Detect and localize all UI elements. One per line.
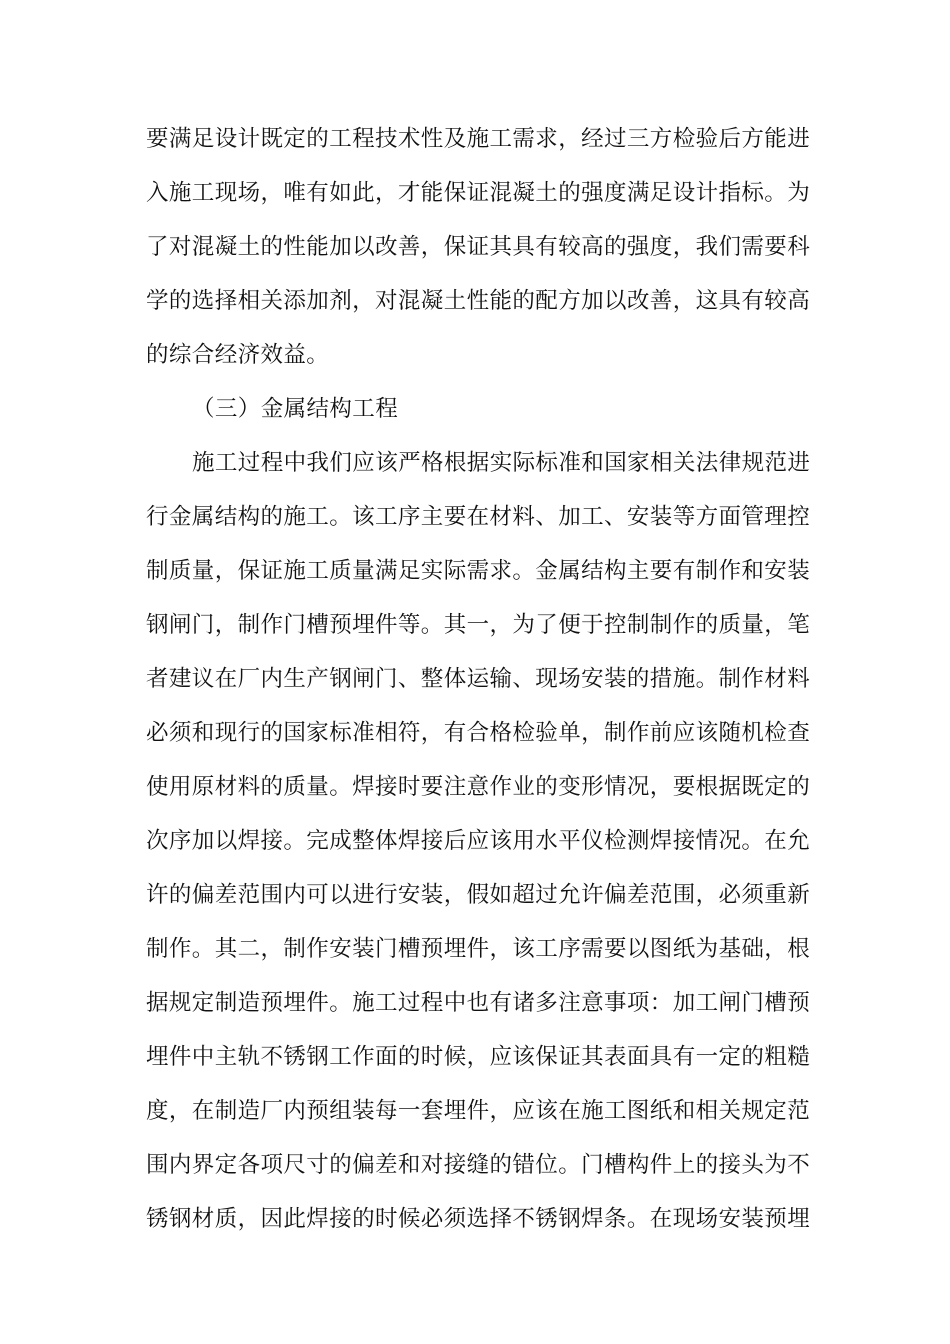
text-line: 制质量，保证施工质量满足实际需求。金属结构主要有制作和安装 [146,558,811,584]
text-line: 施工过程中我们应该严格根据实际标准和国家相关法律规范进 [192,450,811,476]
text-line: 锈钢材质，因此焊接的时候必须选择不锈钢焊条。在现场安装预埋 [146,1206,811,1232]
text-line: 使用原材料的质量。焊接时要注意作业的变形情况，要根据既定的 [146,774,811,800]
text-line: 许的偏差范围内可以进行安装，假如超过允许偏差范围，必须重新 [146,882,811,908]
text-line: 要满足设计既定的工程技术性及施工需求，经过三方检验后方能进 [146,126,811,152]
text-line: 埋件中主轨不锈钢工作面的时候，应该保证其表面具有一定的粗糙 [146,1044,811,1070]
text-line: 钢闸门，制作门槽预埋件等。其一，为了便于控制制作的质量，笔 [146,612,811,638]
text-line: 了对混凝土的性能加以改善，保证其具有较高的强度，我们需要科 [146,234,811,260]
text-line: 次序加以焊接。完成整体焊接后应该用水平仪检测焊接情况。在允 [146,828,811,854]
text-line: 据规定制造预埋件。施工过程中也有诸多注意事项：加工闸门槽预 [146,990,811,1016]
section-heading: （三）金属结构工程 [192,396,399,422]
text-line: 度，在制造厂内预组装每一套埋件，应该在施工图纸和相关规定范 [146,1098,811,1124]
text-line: 入施工现场，唯有如此，才能保证混凝土的强度满足设计指标。为 [146,180,811,206]
text-line: 必须和现行的国家标准相符，有合格检验单，制作前应该随机检查 [146,720,811,746]
text-line: 者建议在厂内生产钢闸门、整体运输、现场安装的措施。制作材料 [146,666,811,692]
text-line: 的综合经济效益。 [146,342,330,368]
text-line: 围内界定各项尺寸的偏差和对接缝的错位。门槽构件上的接头为不 [146,1152,811,1178]
text-line: 行金属结构的施工。该工序主要在材料、加工、安装等方面管理控 [146,504,811,530]
text-line: 制作。其二，制作安装门槽预埋件，该工序需要以图纸为基础，根 [146,936,811,962]
text-line: 学的选择相关添加剂，对混凝土性能的配方加以改善，这具有较高 [146,288,811,314]
